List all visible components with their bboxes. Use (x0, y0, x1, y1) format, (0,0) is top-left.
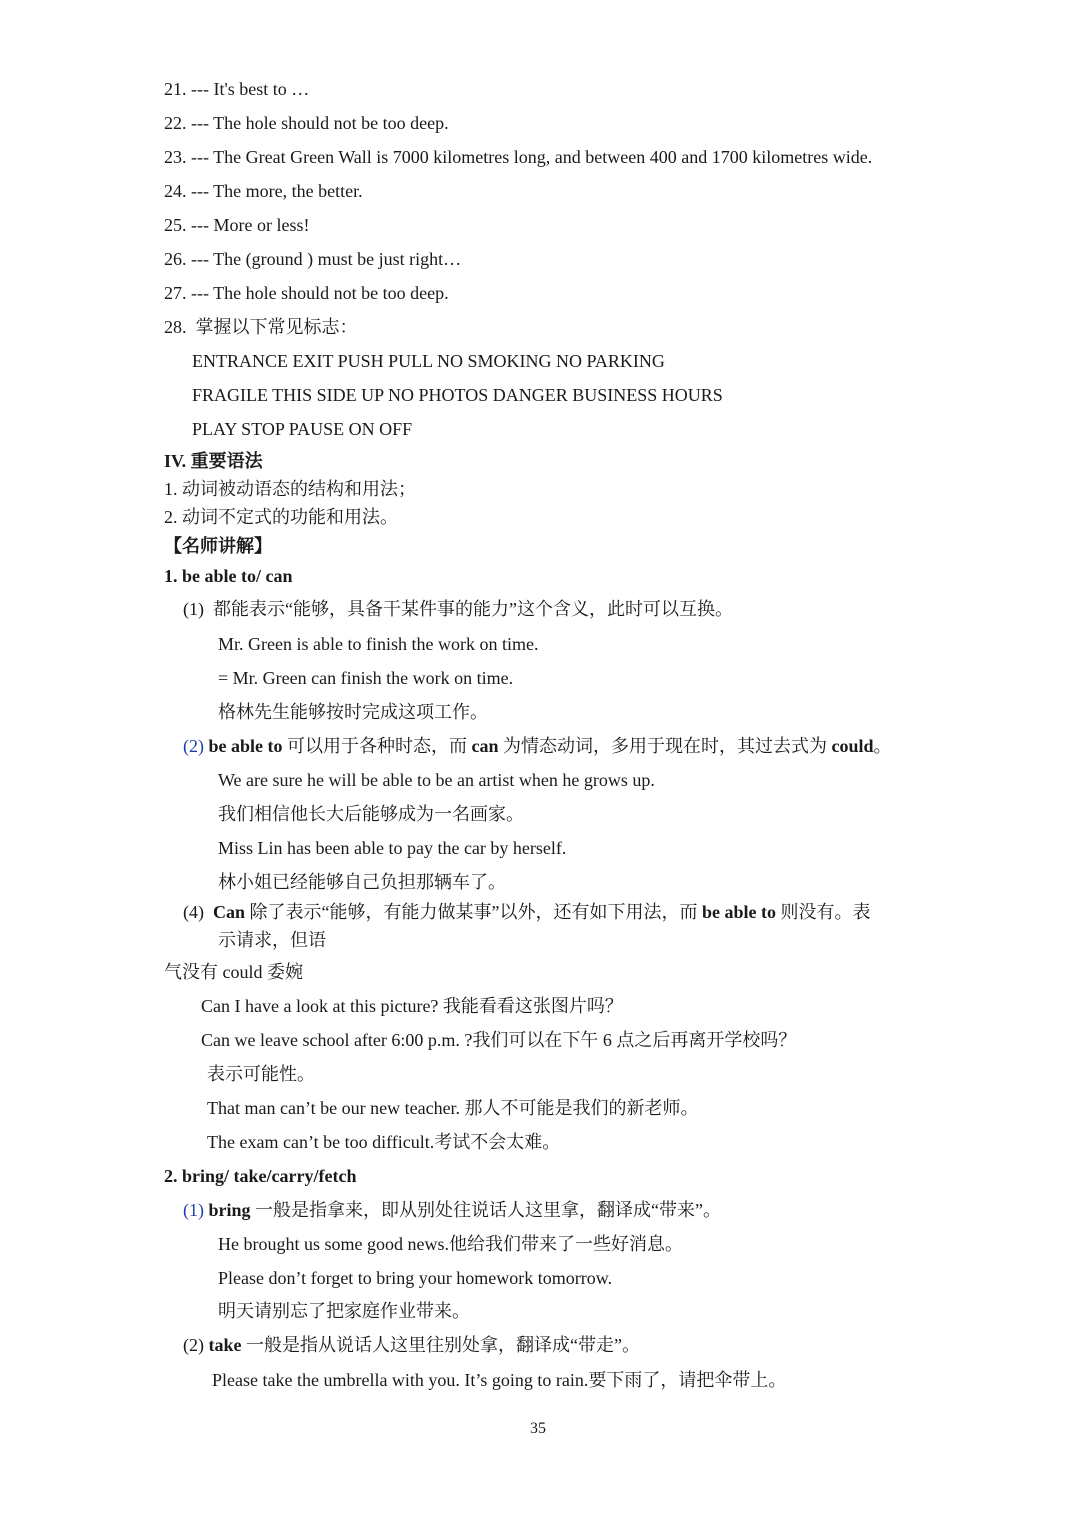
example-line: Can I have a look at this picture? 我能看看这张图片吗？ (201, 996, 623, 1016)
example-line: 格林先生能够按时完成这项工作。 (218, 702, 488, 722)
dialogue-line-22: 22. --- The hole should not be too deep. (164, 113, 449, 133)
example-line: Please don’t forget to bring your homework tomorrow. (218, 1268, 613, 1288)
dialogue-line-25: 25. --- More or less! (164, 215, 310, 235)
example-line: He brought us some good news.他给我们带来了一些好消息。 (218, 1234, 683, 1254)
example-line: Please take the umbrella with you. It’s going to rain.要下雨了，请把伞带上。 (212, 1370, 787, 1390)
possibility-note: 表示可能性。 (207, 1064, 315, 1084)
example-line: = Mr. Green can finish the work on time. (218, 668, 514, 688)
dialogue-line-21: 21. --- It's best to … (164, 79, 310, 99)
signs-line: ENTRANCE EXIT PUSH PULL NO SMOKING NO PARKING (192, 351, 665, 371)
example-line: That man can’t be our new teacher. 那人不可能是我们的新老师。 (207, 1098, 699, 1118)
example-line: The exam can’t be too difficult.考试不会太难。 (207, 1132, 561, 1152)
grammar-item: 2. 动词不定式的功能和用法。 (164, 507, 398, 527)
example-line: 我们相信他长大后能够成为一名画家。 (218, 804, 524, 824)
section-title-bring-take: 2. bring/ take/carry/fetch (164, 1166, 357, 1186)
point-1: (1) 都能表示“能够，具备干某件事的能力”这个含义，此时可以互换。 (183, 599, 733, 619)
example-line: 林小姐已经能够自己负担那辆车了。 (218, 872, 506, 892)
example-line: 明天请别忘了把家庭作业带来。 (218, 1301, 470, 1321)
point-2: (2) be able to 可以用于各种时态，而 can 为情态动词，多用于现在时，其过去式为 could。 (183, 736, 892, 756)
example-line: Mr. Green is able to finish the work on time. (218, 634, 539, 654)
point-4-continued: 气没有 could 委婉 (164, 962, 303, 982)
grammar-item: 1. 动词被动语态的结构和用法； (164, 479, 416, 499)
point-bring: (1) bring 一般是指拿来，即从别处往说话人这里拿，翻译成“带来”。 (183, 1200, 721, 1220)
point-4-continued: 示请求，但语 (218, 930, 326, 950)
dialogue-line-24: 24. --- The more, the better. (164, 181, 363, 201)
signs-line: PLAY STOP PAUSE ON OFF (192, 419, 413, 439)
signs-heading: 28. 掌握以下常见标志： (164, 317, 358, 337)
dialogue-line-27: 27. --- The hole should not be too deep. (164, 283, 449, 303)
point-4: (4) Can 除了表示“能够，有能力做某事”以外，还有如下用法，而 be able to 则没有。表 (183, 902, 871, 922)
grammar-heading: IV. 重要语法 (164, 451, 263, 471)
teacher-heading: 【名师讲解】 (164, 536, 272, 556)
section-title-be-able-to: 1. be able to/ can (164, 566, 293, 586)
page-number: 35 (530, 1420, 546, 1437)
signs-line: FRAGILE THIS SIDE UP NO PHOTOS DANGER BUSINESS HOURS (192, 385, 723, 405)
example-line: Miss Lin has been able to pay the car by herself. (218, 838, 567, 858)
dialogue-line-26: 26. --- The (ground ) must be just right… (164, 249, 462, 269)
example-line: Can we leave school after 6:00 p.m. ?我们可以在下午 6 点之后再离开学校吗？ (201, 1030, 797, 1050)
example-line: We are sure he will be able to be an artist when he grows up. (218, 770, 655, 790)
point-take: (2) take 一般是指从说话人这里往别处拿，翻译成“带走”。 (183, 1335, 640, 1355)
dialogue-line-23: 23. --- The Great Green Wall is 7000 kilometres long, and between 400 and 1700 kilometres wide. (164, 147, 873, 167)
